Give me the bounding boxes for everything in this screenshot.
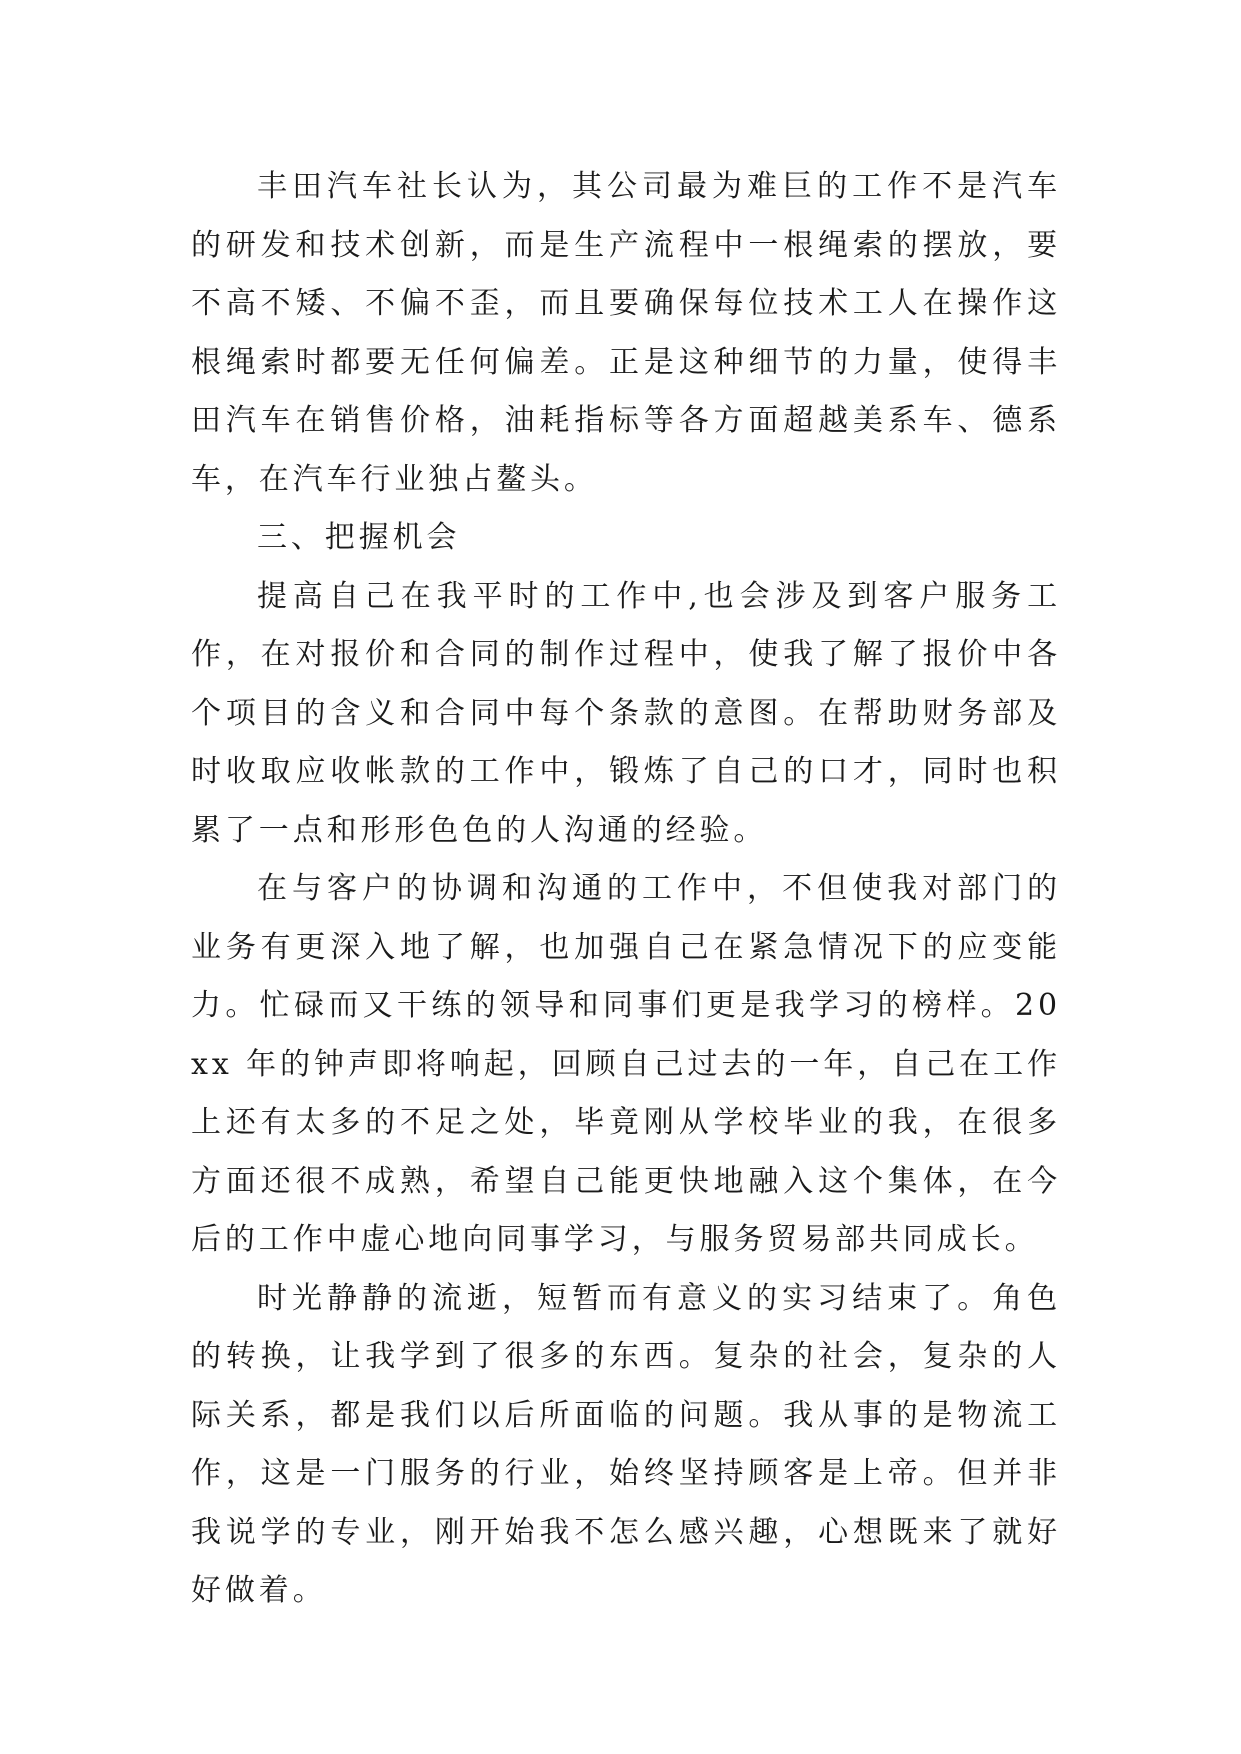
document-body bbox=[191, 158, 1061, 1621]
paragraph-toyota: 丰田汽车社长认为，其公司最为难巨的工作不是汽车的研发和技术创新，而是生产流程中一根绳索的摆放，要不高不矮、不偏不歪，而且要确保每位技术工人在操作这根绳索时都要无任何偏差。正是这种细节的力量，使得丰田汽车在销售价格，油耗指标等各方面超越美系车、德系车，在汽车行业独占鳌头。 bbox=[191, 169, 1061, 497]
paragraph-internship-end: 时光静静的流逝，短暂而有意义的实习结束了。角色的转换，让我学到了很多的东西。复杂的社会，复杂的人际关系，都是我们以后所面临的问题。我从事的是物流工作，这是一门服务的行业，始终坚持顾客是上帝。但并非我说学的专业，刚开始我不怎么感兴趣，心想既来了就好好做着。 bbox=[191, 1280, 1061, 1608]
paragraph-customer-service: 提高自己在我平时的工作中,也会涉及到客户服务工作，在对报价和合同的制作过程中，使我了解了报价中各个项目的含义和合同中每个条款的意图。在帮助财务部及时收取应收帐款的工作中，锻炼了自己的口才，同时也积累了一点和形形色色的人沟通的经验。 bbox=[191, 578, 1061, 848]
paragraph-coordination: 在与客户的协调和沟通的工作中，不但使我对部门的业务有更深入地了解，也加强自己在紧急情况下的应变能力。忙碌而又干练的领导和同事们更是我学习的榜样。20xx 年的钟声即将响起，回顾自己过去的一年，自己在工作上还有太多的不足之处，毕竟刚从学校毕业的我，在很多方面还很不成熟，希望自己能更快地融入这个集体，在今后的工作中虚心地向同事学习，与服务贸易部共同成长。 bbox=[191, 871, 1061, 1257]
section-heading-seize-opportunity: 三、把握机会 bbox=[257, 520, 461, 555]
